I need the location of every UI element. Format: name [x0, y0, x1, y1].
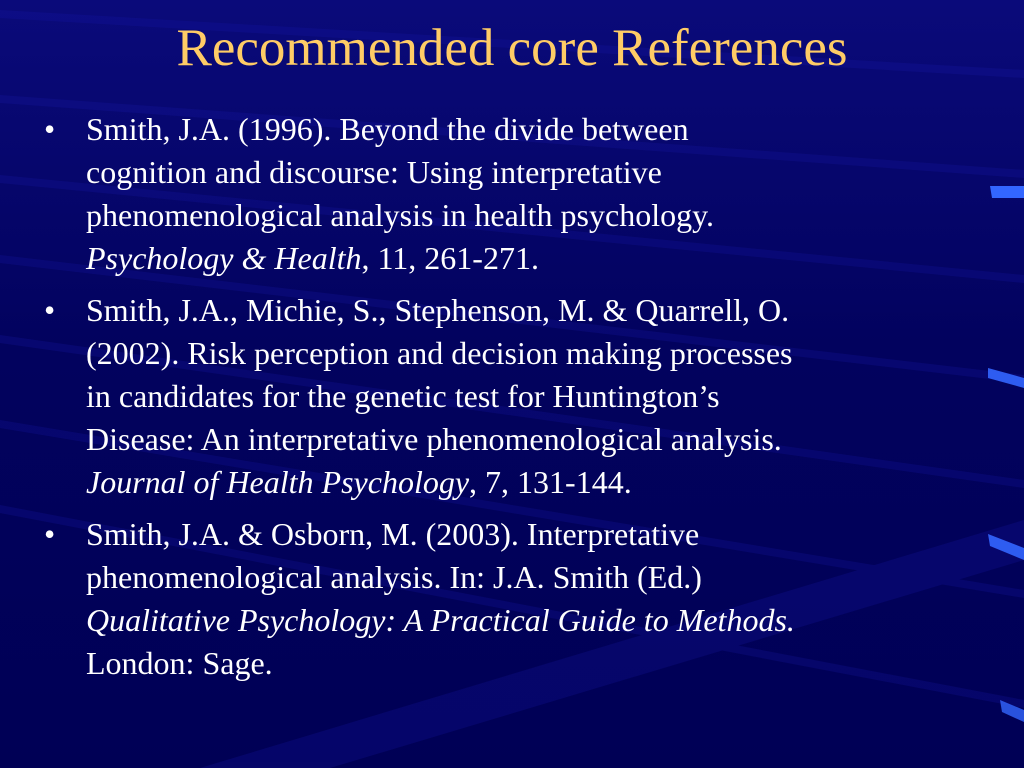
volume-pages: , 7, 131-144. — [469, 464, 632, 500]
reference-line: Smith, J.A. (1996). Beyond the divide between — [86, 111, 689, 147]
reference-line: phenomenological analysis. In: J.A. Smith (Ed.) — [86, 559, 702, 595]
volume-pages: , 11, 261-271. — [361, 240, 539, 276]
publisher-line: London: Sage. — [86, 645, 273, 681]
reference-line: (2002). Risk perception and decision making processes — [86, 335, 793, 371]
bullet: • — [44, 111, 56, 147]
reference-line: phenomenological analysis in health psychology. — [86, 197, 715, 233]
reference-line: Smith, J.A., Michie, S., Stephenson, M. & Quarrell, O. — [86, 292, 790, 328]
reference-line: Smith, J.A. & Osborn, M. (2003). Interpretative — [86, 516, 700, 552]
reference-item — [44, 289, 986, 504]
reference-item — [44, 108, 986, 280]
reference-line: in candidates for the genetic test for Huntington’s — [86, 378, 720, 414]
reference-journal-line — [86, 461, 986, 504]
book-title: Qualitative Psychology: A Practical Guide to Methods. — [86, 602, 795, 638]
journal-title: Psychology & Health — [86, 240, 362, 276]
reference-list — [44, 108, 986, 694]
reference-journal-line — [86, 237, 986, 280]
journal-title: Journal of Health Psychology — [86, 464, 470, 500]
reference-item — [44, 513, 986, 685]
slide-title: Recommended core References — [176, 19, 848, 77]
reference-line: Disease: An interpretative phenomenological analysis. — [86, 421, 782, 457]
reference-line: cognition and discourse: Using interpretative — [86, 154, 662, 190]
bullet: • — [44, 292, 56, 328]
right-edge-accents — [988, 186, 1024, 722]
reference-journal-line — [86, 599, 986, 642]
bullet: • — [44, 516, 56, 552]
